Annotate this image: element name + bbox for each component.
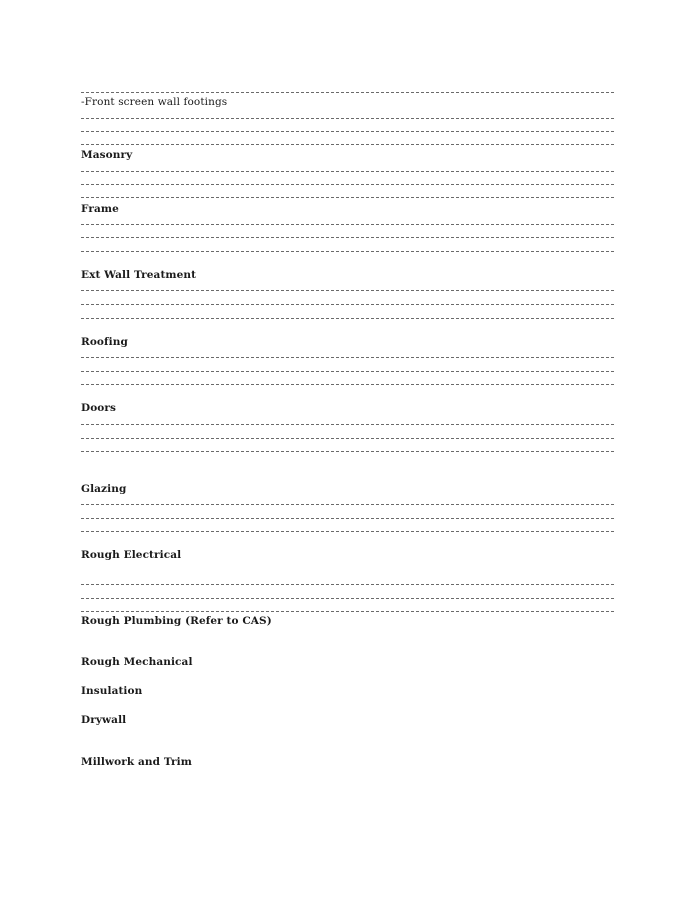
fill-in-line [81, 384, 614, 385]
section-rough-plumbing: Rough Plumbing (Refer to CAS) [81, 615, 272, 627]
section-frame: Frame [81, 203, 119, 215]
fill-in-line [81, 144, 614, 145]
fill-in-line [81, 598, 614, 599]
fill-in-line [81, 611, 614, 612]
section-millwork-and-trim: Millwork and Trim [81, 756, 192, 768]
fill-in-line [81, 237, 614, 238]
fill-in-line [81, 92, 614, 93]
fill-in-line [81, 438, 614, 439]
fill-in-line [81, 451, 614, 452]
fill-in-line [81, 224, 614, 225]
fill-in-line [81, 197, 614, 198]
fill-in-line [81, 357, 614, 358]
fill-in-line [81, 531, 614, 532]
fill-in-line [81, 304, 614, 305]
section-drywall: Drywall [81, 714, 127, 726]
section-roofing: Roofing [81, 336, 128, 348]
section-glazing: Glazing [81, 483, 127, 495]
section-doors: Doors [81, 402, 117, 414]
fill-in-line [81, 584, 614, 585]
fill-in-line [81, 318, 614, 319]
fill-in-line [81, 518, 614, 519]
fill-in-line [81, 504, 614, 505]
fill-in-line [81, 424, 614, 425]
fill-in-line [81, 118, 614, 119]
section-rough-mechanical: Rough Mechanical [81, 656, 193, 668]
section-ext-wall-treatment: Ext Wall Treatment [81, 269, 197, 281]
fill-in-line [81, 371, 614, 372]
section-insulation: Insulation [81, 685, 143, 697]
fill-in-line [81, 184, 614, 185]
section-front-screen-wall-footings: -Front screen wall footings [81, 96, 228, 108]
fill-in-line [81, 171, 614, 172]
section-masonry: Masonry [81, 149, 133, 161]
fill-in-line [81, 251, 614, 252]
section-rough-electrical: Rough Electrical [81, 549, 182, 561]
fill-in-line [81, 290, 614, 291]
fill-in-line [81, 131, 614, 132]
